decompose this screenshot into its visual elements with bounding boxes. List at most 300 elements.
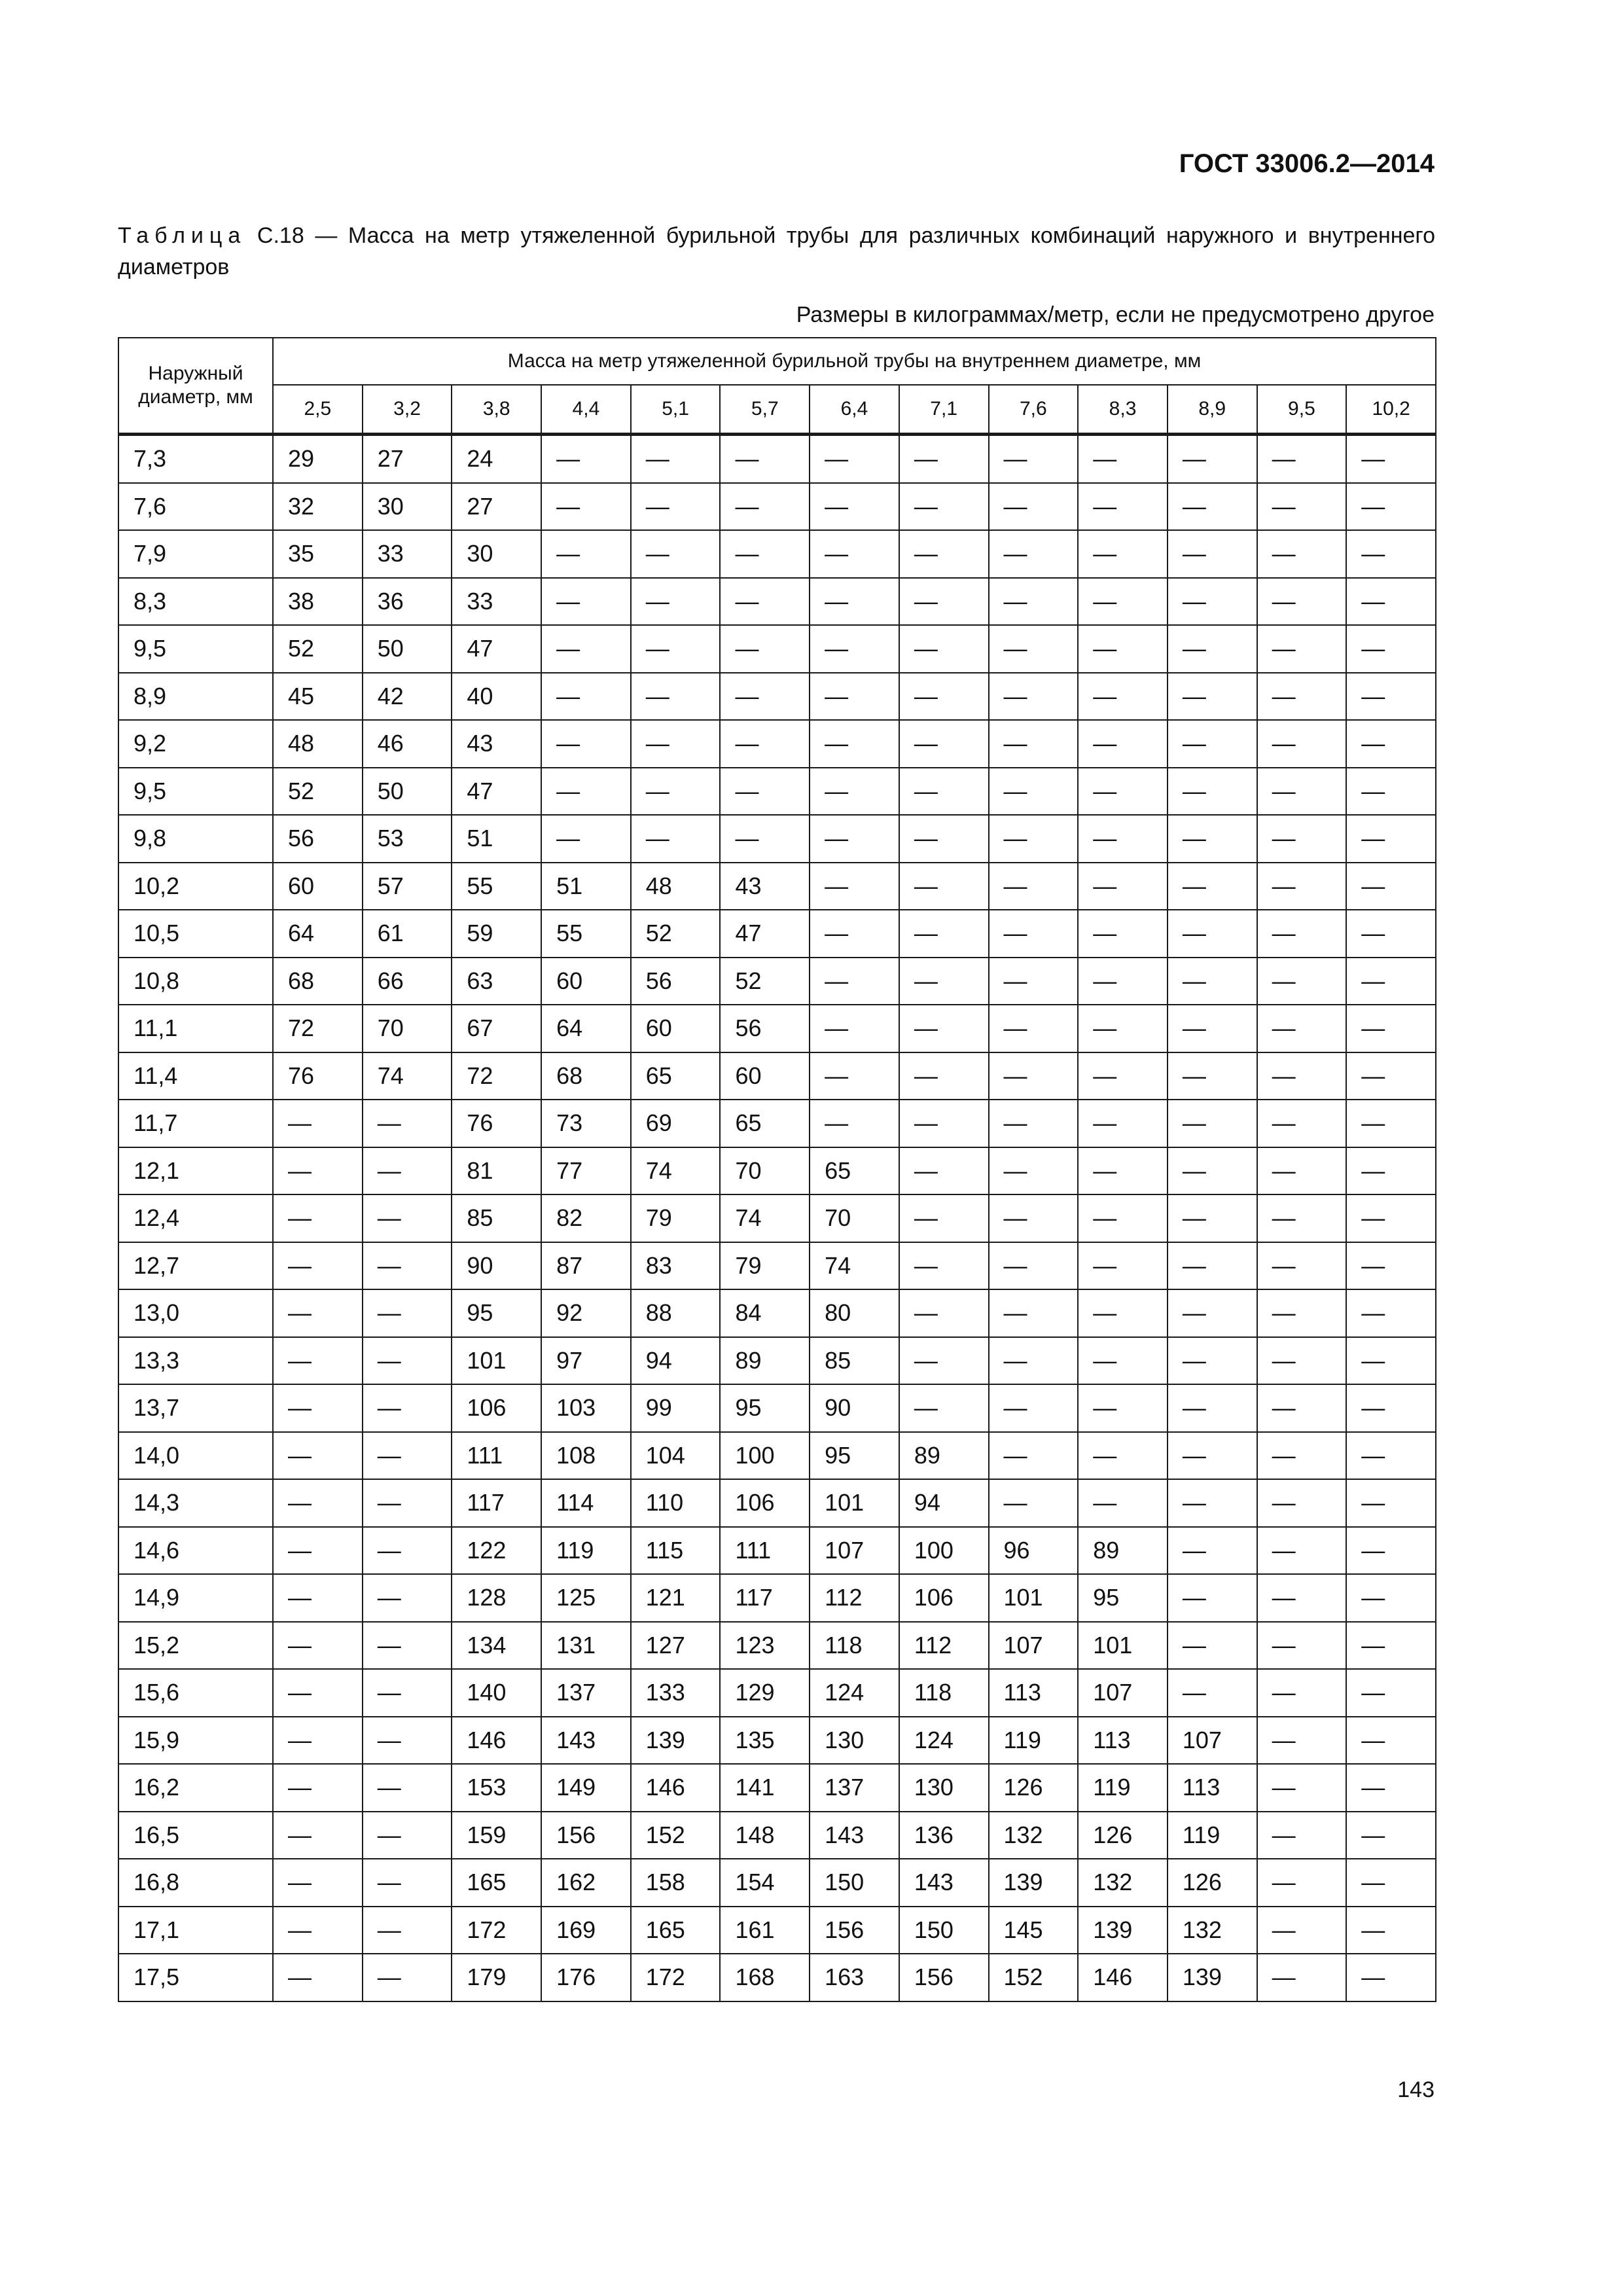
mass-cell: 100: [899, 1527, 989, 1575]
mass-cell: —: [1346, 530, 1436, 578]
table-row: [118, 720, 1436, 768]
table-row: [118, 1622, 1436, 1670]
mass-cell: —: [1257, 910, 1347, 958]
mass-cell: —: [541, 578, 631, 626]
mass-cell: —: [720, 578, 810, 626]
mass-cell: 137: [541, 1669, 631, 1717]
mass-cell: 131: [541, 1622, 631, 1670]
table-row: [118, 483, 1436, 531]
mass-cell: —: [1346, 1432, 1436, 1480]
mass-cell: 113: [1078, 1717, 1168, 1765]
mass-cell: —: [631, 720, 721, 768]
mass-cell: 143: [810, 1812, 899, 1859]
mass-cell: —: [273, 1337, 363, 1385]
mass-cell: —: [273, 1147, 363, 1195]
mass-cell: —: [989, 958, 1079, 1005]
outer-diameter-cell: 14,3: [118, 1479, 273, 1527]
mass-cell: 119: [541, 1527, 631, 1575]
inner-diameter-header: 5,1: [631, 385, 721, 435]
mass-cell: —: [1346, 1289, 1436, 1337]
mass-cell: 94: [899, 1479, 989, 1527]
mass-cell: —: [1257, 1005, 1347, 1052]
mass-cell: —: [1168, 958, 1257, 1005]
mass-cell: 141: [720, 1764, 810, 1812]
table-row: [118, 1764, 1436, 1812]
table-row: [118, 578, 1436, 626]
mass-cell: —: [1346, 1100, 1436, 1147]
mass-cell: 126: [1168, 1859, 1257, 1907]
mass-cell: 119: [1078, 1764, 1168, 1812]
outer-diameter-cell: 15,6: [118, 1669, 273, 1717]
mass-cell: —: [273, 1954, 363, 2001]
mass-cell: —: [273, 1194, 363, 1242]
mass-cell: 126: [1078, 1812, 1168, 1859]
mass-cell: —: [541, 530, 631, 578]
mass-cell: —: [1257, 1764, 1347, 1812]
mass-cell: —: [1346, 1669, 1436, 1717]
mass-cell: 85: [810, 1337, 899, 1385]
mass-cell: 119: [1168, 1812, 1257, 1859]
mass-cell: —: [1168, 1622, 1257, 1670]
outer-diameter-cell: 17,1: [118, 1907, 273, 1954]
mass-cell: —: [1346, 435, 1436, 483]
table-row: [118, 1479, 1436, 1527]
inner-diameter-header-row: [118, 385, 1436, 435]
mass-cell: 55: [452, 863, 541, 910]
outer-diameter-cell: 16,5: [118, 1812, 273, 1859]
mass-cell: —: [899, 958, 989, 1005]
page-number: 143: [1397, 2077, 1435, 2102]
mass-cell: 56: [720, 1005, 810, 1052]
mass-cell: 117: [720, 1574, 810, 1622]
outer-diameter-cell: 9,5: [118, 625, 273, 673]
table-row: [118, 1337, 1436, 1385]
mass-cell: —: [1078, 863, 1168, 910]
mass-cell: —: [1257, 1954, 1347, 2001]
mass-cell: 152: [631, 1812, 721, 1859]
inner-diameter-group-header: Масса на метр утяжеленной бурильной трубы на внутреннем диаметре, мм: [273, 338, 1436, 385]
mass-cell: 132: [1078, 1859, 1168, 1907]
mass-cell: —: [899, 1147, 989, 1195]
mass-cell: —: [363, 1242, 452, 1290]
mass-cell: —: [899, 435, 989, 483]
mass-cell: 27: [452, 483, 541, 531]
mass-cell: 51: [452, 815, 541, 863]
mass-cell: —: [1346, 1194, 1436, 1242]
mass-cell: —: [989, 1005, 1079, 1052]
outer-diameter-cell: 17,5: [118, 1954, 273, 2001]
mass-cell: —: [1346, 720, 1436, 768]
mass-cell: 118: [899, 1669, 989, 1717]
mass-cell: —: [1078, 958, 1168, 1005]
mass-cell: —: [989, 435, 1079, 483]
mass-cell: 30: [452, 530, 541, 578]
mass-cell: —: [541, 625, 631, 673]
mass-cell: 40: [452, 673, 541, 721]
mass-cell: —: [1257, 1812, 1347, 1859]
mass-cell: —: [273, 1622, 363, 1670]
table-row: [118, 863, 1436, 910]
mass-cell: 172: [631, 1954, 721, 2001]
mass-cell: 172: [452, 1907, 541, 1954]
mass-cell: —: [1257, 720, 1347, 768]
mass-cell: —: [810, 625, 899, 673]
mass-cell: —: [810, 863, 899, 910]
mass-cell: —: [899, 483, 989, 531]
mass-cell: 122: [452, 1527, 541, 1575]
mass-cell: —: [1346, 1005, 1436, 1052]
outer-diameter-cell: 10,8: [118, 958, 273, 1005]
mass-cell: —: [1346, 1812, 1436, 1859]
mass-cell: 60: [273, 863, 363, 910]
outer-diameter-cell: 8,3: [118, 578, 273, 626]
mass-cell: 101: [989, 1574, 1079, 1622]
mass-cell: —: [1257, 1622, 1347, 1670]
mass-cell: 90: [810, 1384, 899, 1432]
mass-cell: 89: [1078, 1527, 1168, 1575]
mass-cell: —: [273, 1574, 363, 1622]
mass-cell: 74: [631, 1147, 721, 1195]
mass-cell: —: [1168, 435, 1257, 483]
table-row: [118, 1527, 1436, 1575]
mass-cell: 52: [273, 625, 363, 673]
mass-cell: —: [541, 435, 631, 483]
mass-cell: 65: [720, 1100, 810, 1147]
mass-cell: —: [273, 1717, 363, 1765]
table-row: [118, 815, 1436, 863]
mass-cell: —: [273, 1669, 363, 1717]
mass-cell: 130: [810, 1717, 899, 1765]
mass-cell: 113: [989, 1669, 1079, 1717]
mass-cell: —: [989, 673, 1079, 721]
mass-cell: —: [631, 483, 721, 531]
mass-cell: —: [1168, 1147, 1257, 1195]
mass-cell: —: [1257, 1289, 1347, 1337]
mass-cell: —: [989, 1100, 1079, 1147]
mass-cell: —: [363, 1527, 452, 1575]
mass-cell: 128: [452, 1574, 541, 1622]
outer-diameter-cell: 10,5: [118, 910, 273, 958]
mass-cell: —: [720, 625, 810, 673]
mass-cell: 115: [631, 1527, 721, 1575]
mass-cell: 135: [720, 1717, 810, 1765]
inner-diameter-header: 4,4: [541, 385, 631, 435]
mass-cell: —: [363, 1907, 452, 1954]
mass-cell: 43: [452, 720, 541, 768]
mass-cell: 123: [720, 1622, 810, 1670]
mass-cell: —: [1346, 768, 1436, 816]
mass-cell: —: [899, 673, 989, 721]
mass-cell: —: [1346, 625, 1436, 673]
table-row: [118, 910, 1436, 958]
mass-cell: 150: [899, 1907, 989, 1954]
mass-cell: —: [1168, 815, 1257, 863]
mass-cell: 29: [273, 435, 363, 483]
mass-cell: —: [1257, 1147, 1347, 1195]
mass-cell: —: [1078, 625, 1168, 673]
mass-cell: —: [273, 1384, 363, 1432]
inner-diameter-header: 5,7: [720, 385, 810, 435]
mass-cell: —: [1257, 625, 1347, 673]
table-row: [118, 625, 1436, 673]
table-row: [118, 1669, 1436, 1717]
mass-cell: 57: [363, 863, 452, 910]
caption-label: Таблица: [118, 223, 247, 248]
mass-cell: 52: [631, 910, 721, 958]
mass-cell: —: [1257, 1669, 1347, 1717]
outer-diameter-cell: 15,9: [118, 1717, 273, 1765]
mass-cell: —: [1168, 1242, 1257, 1290]
mass-cell: 143: [899, 1859, 989, 1907]
mass-cell: 176: [541, 1954, 631, 2001]
mass-cell: —: [273, 1432, 363, 1480]
mass-cell: —: [989, 1242, 1079, 1290]
mass-cell: —: [1257, 1907, 1347, 1954]
mass-cell: —: [1078, 1194, 1168, 1242]
mass-cell: 107: [810, 1527, 899, 1575]
mass-cell: —: [1257, 1479, 1347, 1527]
mass-cell: —: [1346, 1479, 1436, 1527]
mass-cell: 63: [452, 958, 541, 1005]
mass-cell: 50: [363, 768, 452, 816]
mass-cell: 126: [989, 1764, 1079, 1812]
outer-diameter-cell: 13,7: [118, 1384, 273, 1432]
mass-cell: 163: [810, 1954, 899, 2001]
mass-cell: —: [1078, 1384, 1168, 1432]
mass-cell: —: [720, 530, 810, 578]
mass-cell: 95: [1078, 1574, 1168, 1622]
mass-cell: —: [989, 1337, 1079, 1385]
mass-cell: 74: [720, 1194, 810, 1242]
mass-cell: 52: [273, 768, 363, 816]
mass-cell: —: [541, 768, 631, 816]
mass-cell: —: [1257, 1337, 1347, 1385]
mass-cell: 101: [810, 1479, 899, 1527]
mass-cell: —: [363, 1289, 452, 1337]
mass-cell: —: [541, 720, 631, 768]
mass-cell: 88: [631, 1289, 721, 1337]
mass-cell: 42: [363, 673, 452, 721]
mass-cell: 47: [452, 625, 541, 673]
mass-cell: —: [1346, 1147, 1436, 1195]
mass-cell: —: [810, 435, 899, 483]
mass-cell: 129: [720, 1669, 810, 1717]
mass-cell: —: [631, 625, 721, 673]
mass-cell: 79: [720, 1242, 810, 1290]
mass-cell: 136: [899, 1812, 989, 1859]
mass-cell: —: [720, 815, 810, 863]
outer-diameter-cell: 11,1: [118, 1005, 273, 1052]
mass-cell: —: [899, 1005, 989, 1052]
mass-cell: —: [541, 483, 631, 531]
table-row: [118, 1005, 1436, 1052]
mass-cell: 27: [363, 435, 452, 483]
mass-cell: 53: [363, 815, 452, 863]
mass-cell: —: [1078, 1289, 1168, 1337]
mass-cell: —: [1257, 1717, 1347, 1765]
mass-cell: —: [720, 483, 810, 531]
mass-cell: —: [1168, 578, 1257, 626]
mass-cell: 165: [631, 1907, 721, 1954]
mass-cell: —: [1078, 530, 1168, 578]
mass-cell: —: [1168, 863, 1257, 910]
mass-cell: 95: [720, 1384, 810, 1432]
mass-cell: —: [810, 578, 899, 626]
mass-cell: —: [1078, 1479, 1168, 1527]
mass-cell: 149: [541, 1764, 631, 1812]
mass-cell: 60: [541, 958, 631, 1005]
mass-cell: —: [363, 1432, 452, 1480]
mass-cell: 52: [720, 958, 810, 1005]
mass-cell: —: [989, 1194, 1079, 1242]
mass-cell: 139: [631, 1717, 721, 1765]
mass-cell: —: [810, 958, 899, 1005]
mass-cell: 103: [541, 1384, 631, 1432]
mass-cell: —: [1346, 1052, 1436, 1100]
mass-cell: 47: [452, 768, 541, 816]
mass-cell: 159: [452, 1812, 541, 1859]
mass-cell: —: [363, 1954, 452, 2001]
outer-diameter-cell: 7,6: [118, 483, 273, 531]
mass-cell: —: [1346, 910, 1436, 958]
mass-cell: —: [1168, 1669, 1257, 1717]
mass-cell: 112: [810, 1574, 899, 1622]
inner-diameter-header: 10,2: [1346, 385, 1436, 435]
mass-cell: 85: [452, 1194, 541, 1242]
mass-cell: 81: [452, 1147, 541, 1195]
mass-cell: 106: [720, 1479, 810, 1527]
mass-cell: —: [1168, 1337, 1257, 1385]
mass-cell: 46: [363, 720, 452, 768]
mass-cell: 162: [541, 1859, 631, 1907]
mass-cell: 95: [452, 1289, 541, 1337]
outer-diameter-cell: 16,8: [118, 1859, 273, 1907]
mass-cell: 169: [541, 1907, 631, 1954]
mass-cell: 101: [452, 1337, 541, 1385]
mass-cell: 114: [541, 1479, 631, 1527]
mass-cell: 124: [899, 1717, 989, 1765]
table-row: [118, 1432, 1436, 1480]
mass-cell: 68: [541, 1052, 631, 1100]
mass-cell: —: [899, 815, 989, 863]
mass-cell: —: [1168, 910, 1257, 958]
mass-cell: 143: [541, 1717, 631, 1765]
mass-cell: —: [363, 1574, 452, 1622]
mass-cell: —: [720, 435, 810, 483]
mass-cell: 61: [363, 910, 452, 958]
mass-cell: 92: [541, 1289, 631, 1337]
outer-diameter-cell: 12,7: [118, 1242, 273, 1290]
mass-cell: 45: [273, 673, 363, 721]
mass-cell: —: [1168, 1574, 1257, 1622]
inner-diameter-header: 6,4: [810, 385, 899, 435]
mass-cell: —: [989, 1052, 1079, 1100]
mass-cell: 156: [541, 1812, 631, 1859]
table-row: [118, 530, 1436, 578]
table-row: [118, 1289, 1436, 1337]
mass-cell: 125: [541, 1574, 631, 1622]
mass-cell: —: [1257, 483, 1347, 531]
mass-cell: —: [631, 768, 721, 816]
mass-cell: —: [1346, 1764, 1436, 1812]
mass-cell: —: [1168, 768, 1257, 816]
mass-cell: —: [899, 768, 989, 816]
mass-cell: 137: [810, 1764, 899, 1812]
mass-cell: 113: [1168, 1764, 1257, 1812]
mass-cell: —: [989, 910, 1079, 958]
outer-diameter-cell: 13,0: [118, 1289, 273, 1337]
mass-cell: —: [989, 1147, 1079, 1195]
mass-cell: 154: [720, 1859, 810, 1907]
mass-cell: —: [989, 768, 1079, 816]
mass-cell: —: [989, 863, 1079, 910]
mass-cell: 64: [273, 910, 363, 958]
mass-cell: —: [1078, 720, 1168, 768]
mass-cell: —: [1168, 625, 1257, 673]
outer-diameter-cell: 11,7: [118, 1100, 273, 1147]
mass-cell: —: [273, 1907, 363, 1954]
mass-cell: —: [1168, 1100, 1257, 1147]
mass-cell: 139: [1078, 1907, 1168, 1954]
mass-cell: 77: [541, 1147, 631, 1195]
mass-cell: 110: [631, 1479, 721, 1527]
mass-cell: 69: [631, 1100, 721, 1147]
mass-cell: 84: [720, 1289, 810, 1337]
mass-cell: —: [720, 720, 810, 768]
mass-cell: —: [541, 673, 631, 721]
mass-cell: —: [899, 1289, 989, 1337]
table-row: [118, 1147, 1436, 1195]
mass-cell: 76: [273, 1052, 363, 1100]
mass-cell: 65: [810, 1147, 899, 1195]
mass-cell: 150: [810, 1859, 899, 1907]
mass-cell: —: [363, 1147, 452, 1195]
mass-cell: —: [899, 1337, 989, 1385]
outer-diameter-cell: 9,5: [118, 768, 273, 816]
table-caption: [118, 220, 1435, 283]
mass-cell: —: [899, 863, 989, 910]
mass-cell: 72: [452, 1052, 541, 1100]
outer-diameter-cell: 14,0: [118, 1432, 273, 1480]
mass-cell: —: [363, 1859, 452, 1907]
caption-text: С.18 — Масса на метр утяжеленной бурильной трубы для различных комбинаций наружного и внутреннего диаметров: [118, 223, 1435, 279]
mass-cell: —: [1168, 720, 1257, 768]
mass-cell: —: [899, 625, 989, 673]
mass-cell: —: [810, 1005, 899, 1052]
mass-cell: —: [1257, 1432, 1347, 1480]
mass-cell: 101: [1078, 1622, 1168, 1670]
document-code: ГОСТ 33006.2—2014: [1179, 149, 1435, 178]
mass-cell: 148: [720, 1812, 810, 1859]
mass-cell: 100: [720, 1432, 810, 1480]
mass-cell: 107: [1168, 1717, 1257, 1765]
outer-diameter-cell: 8,9: [118, 673, 273, 721]
mass-cell: —: [1346, 578, 1436, 626]
mass-cell: —: [720, 673, 810, 721]
outer-diameter-cell: 11,4: [118, 1052, 273, 1100]
mass-cell: 67: [452, 1005, 541, 1052]
mass-cell: —: [1257, 1194, 1347, 1242]
mass-cell: —: [1257, 815, 1347, 863]
mass-cell: —: [1346, 1242, 1436, 1290]
outer-diameter-cell: 13,3: [118, 1337, 273, 1385]
mass-cell: 133: [631, 1669, 721, 1717]
outer-diameter-cell: 14,6: [118, 1527, 273, 1575]
mass-cell: —: [899, 1100, 989, 1147]
mass-cell: —: [1346, 815, 1436, 863]
table-row: [118, 1194, 1436, 1242]
mass-cell: —: [899, 1052, 989, 1100]
